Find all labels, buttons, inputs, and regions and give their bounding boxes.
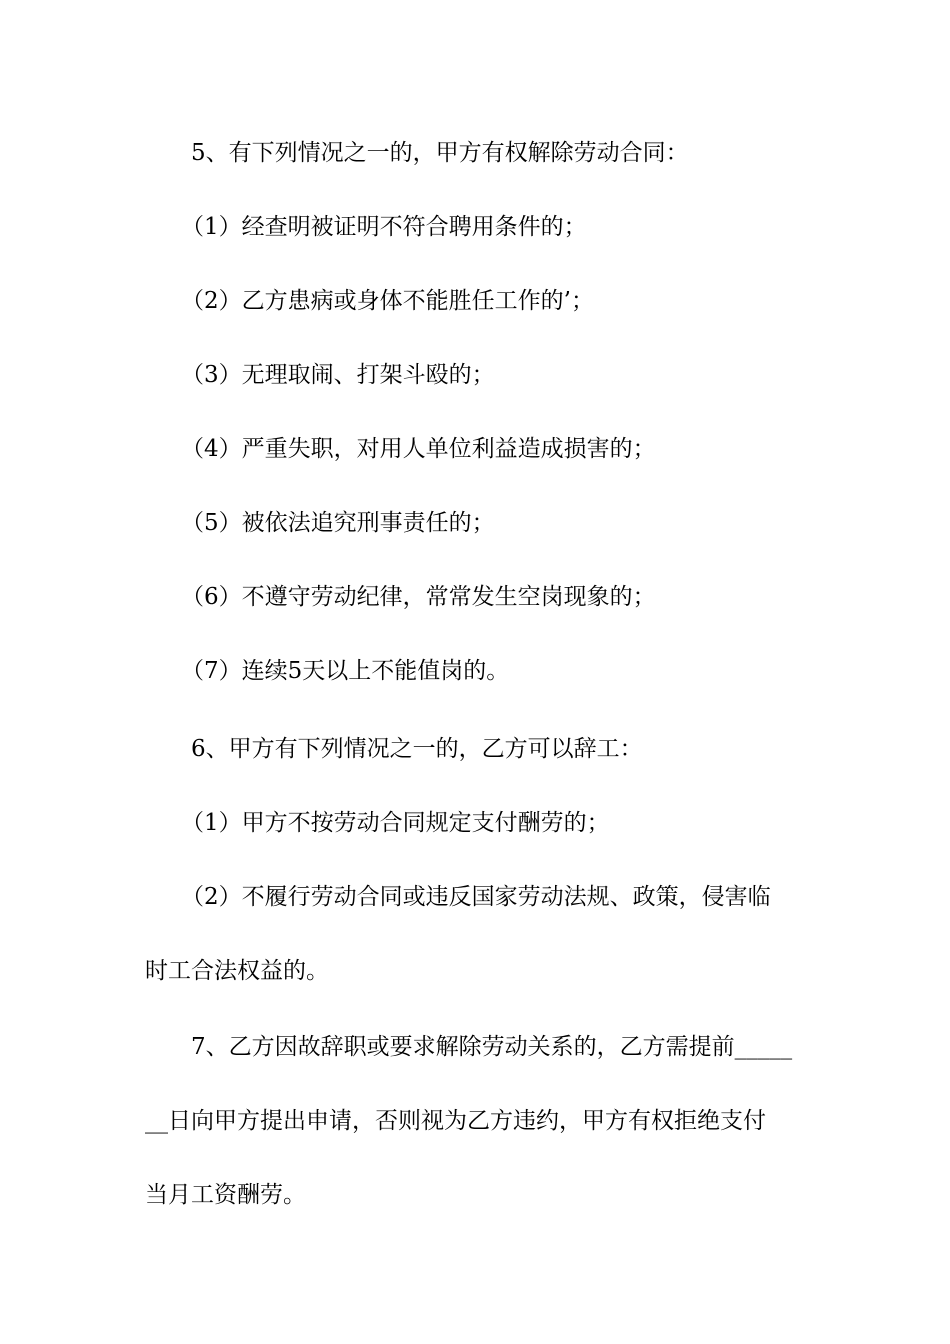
clause-5-item-3: （3）无理取闹、打架斗殴的； bbox=[181, 362, 495, 388]
clause-5-item-5: （5）被依法追究刑事责任的； bbox=[181, 510, 495, 536]
clause-6-item-1: （1）甲方不按劳动合同规定支付酬劳的； bbox=[181, 810, 610, 836]
clause-5-item-6: （6）不遵守劳动纪律，常常发生空岗现象的； bbox=[181, 584, 656, 610]
clause-5-item-4: （4）严重失职，对用人单位利益造成损害的； bbox=[181, 436, 656, 462]
clause-5-item-1: （1）经查明被证明不符合聘用条件的； bbox=[181, 214, 587, 240]
clause-5-item-7: （7）连续5天以上不能值岗的。 bbox=[181, 658, 510, 684]
clause-6-item-2-line-2: 时工合法权益的。 bbox=[145, 958, 329, 984]
clause-6-item-2-line-1: （2）不履行劳动合同或违反国家劳动法规、政策，侵害临 bbox=[181, 884, 771, 910]
clause-7-line-2: __日向甲方提出申请，否则视为乙方违约，甲方有权拒绝支付 bbox=[145, 1108, 766, 1134]
clause-6-heading: 6、甲方有下列情况之一的，乙方可以辞工： bbox=[191, 736, 643, 762]
clause-5-heading: 5、有下列情况之一的，甲方有权解除劳动合同： bbox=[191, 140, 689, 166]
clause-5-item-2: （2）乙方患病或身体不能胜任工作的’； bbox=[181, 288, 594, 314]
clause-7-line-1: 7、乙方因故辞职或要求解除劳动关系的，乙方需提前_____ bbox=[191, 1034, 793, 1060]
clause-7-line-3: 当月工资酬劳。 bbox=[145, 1182, 306, 1208]
